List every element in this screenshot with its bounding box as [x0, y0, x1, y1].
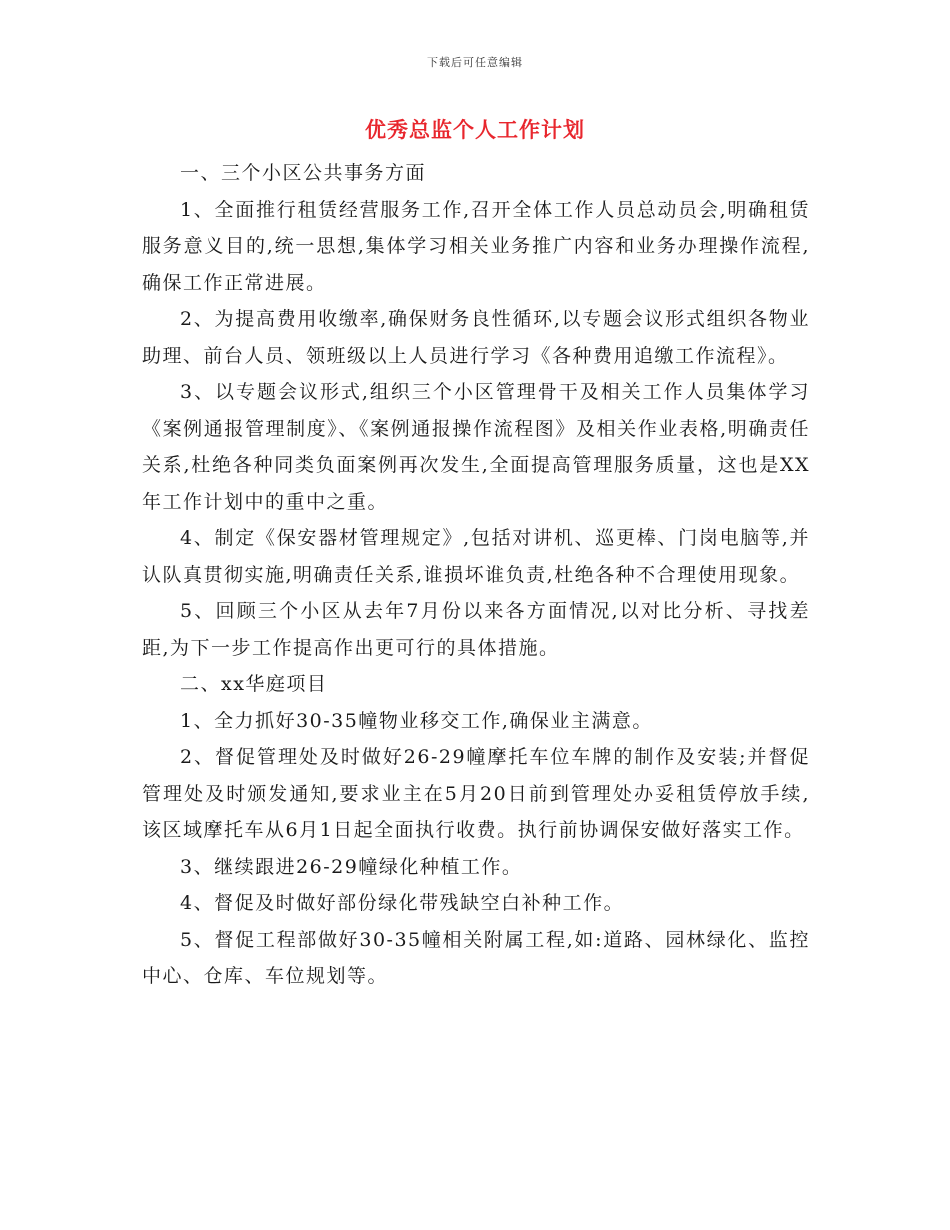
paragraph-1-2: 2、为提高费用收缴率,确保财务良性循环,以专题会议形式组织各物业助理、前台人员、领班级以上人员进行学习《各种费用追缴工作流程》。 [142, 308, 810, 367]
paragraph-2-1: 1、全力抓好30-35幢物业移交工作,确保业主满意。 [180, 709, 653, 732]
paragraph-1-1: 1、全面推行租赁经营服务工作,召开全体工作人员总动员会,明确租赁服务意义目的,统一思想,集体学习相关业务推广内容和业务办理操作流程,确保工作正常进展。 [142, 198, 810, 294]
section-heading-1: 一、三个小区公共事务方面 [180, 162, 427, 184]
document-title: 优秀总监个人工作计划 [365, 117, 585, 142]
header-note: 下载后可任意编辑 [427, 56, 523, 69]
document-body [142, 155, 810, 995]
paragraph-1-5: 5、回顾三个小区从去年7月份以来各方面情况,以对比分析、寻找差距,为下一步工作提高作出更可行的具体措施。 [142, 600, 810, 659]
paragraph-2-2: 2、督促管理处及时做好26-29幢摩托车位车牌的制作及安装;并督促管理处及时颁发通知,要求业主在5月20日前到管理处办妥租赁停放手续,该区域摩托车从6月1日起全面执行收费。执行前协调保安做好落实工作。 [142, 746, 810, 841]
section-heading-2: 二、xx华庭项目 [180, 673, 328, 695]
paragraph-2-3: 3、继续跟进26-29幢绿化种植工作。 [180, 855, 523, 878]
paragraph-2-4: 4、督促及时做好部份绿化带残缺空白补种工作。 [180, 892, 625, 914]
paragraph-2-5: 5、督促工程部做好30-35幢相关附属工程,如:道路、园林绿化、监控中心、仓库、车位规划等。 [142, 928, 810, 987]
paragraph-1-4: 4、制定《保安器材管理规定》,包括对讲机、巡更棒、门岗电脑等,并认队真贯彻实施,明确责任关系,谁损坏谁负责,杜绝各种不合理使用现象。 [142, 527, 810, 586]
paragraph-1-3: 3、以专题会议形式,组织三个小区管理骨干及相关工作人员集体学习《案例通报管理制度》、《案例通报操作流程图》及相关作业表格,明确责任关系,杜绝各种同类负面案例再次发生,全面提高管理服务质量，这也是XX年工作计划中的重中之重。 [142, 381, 810, 513]
